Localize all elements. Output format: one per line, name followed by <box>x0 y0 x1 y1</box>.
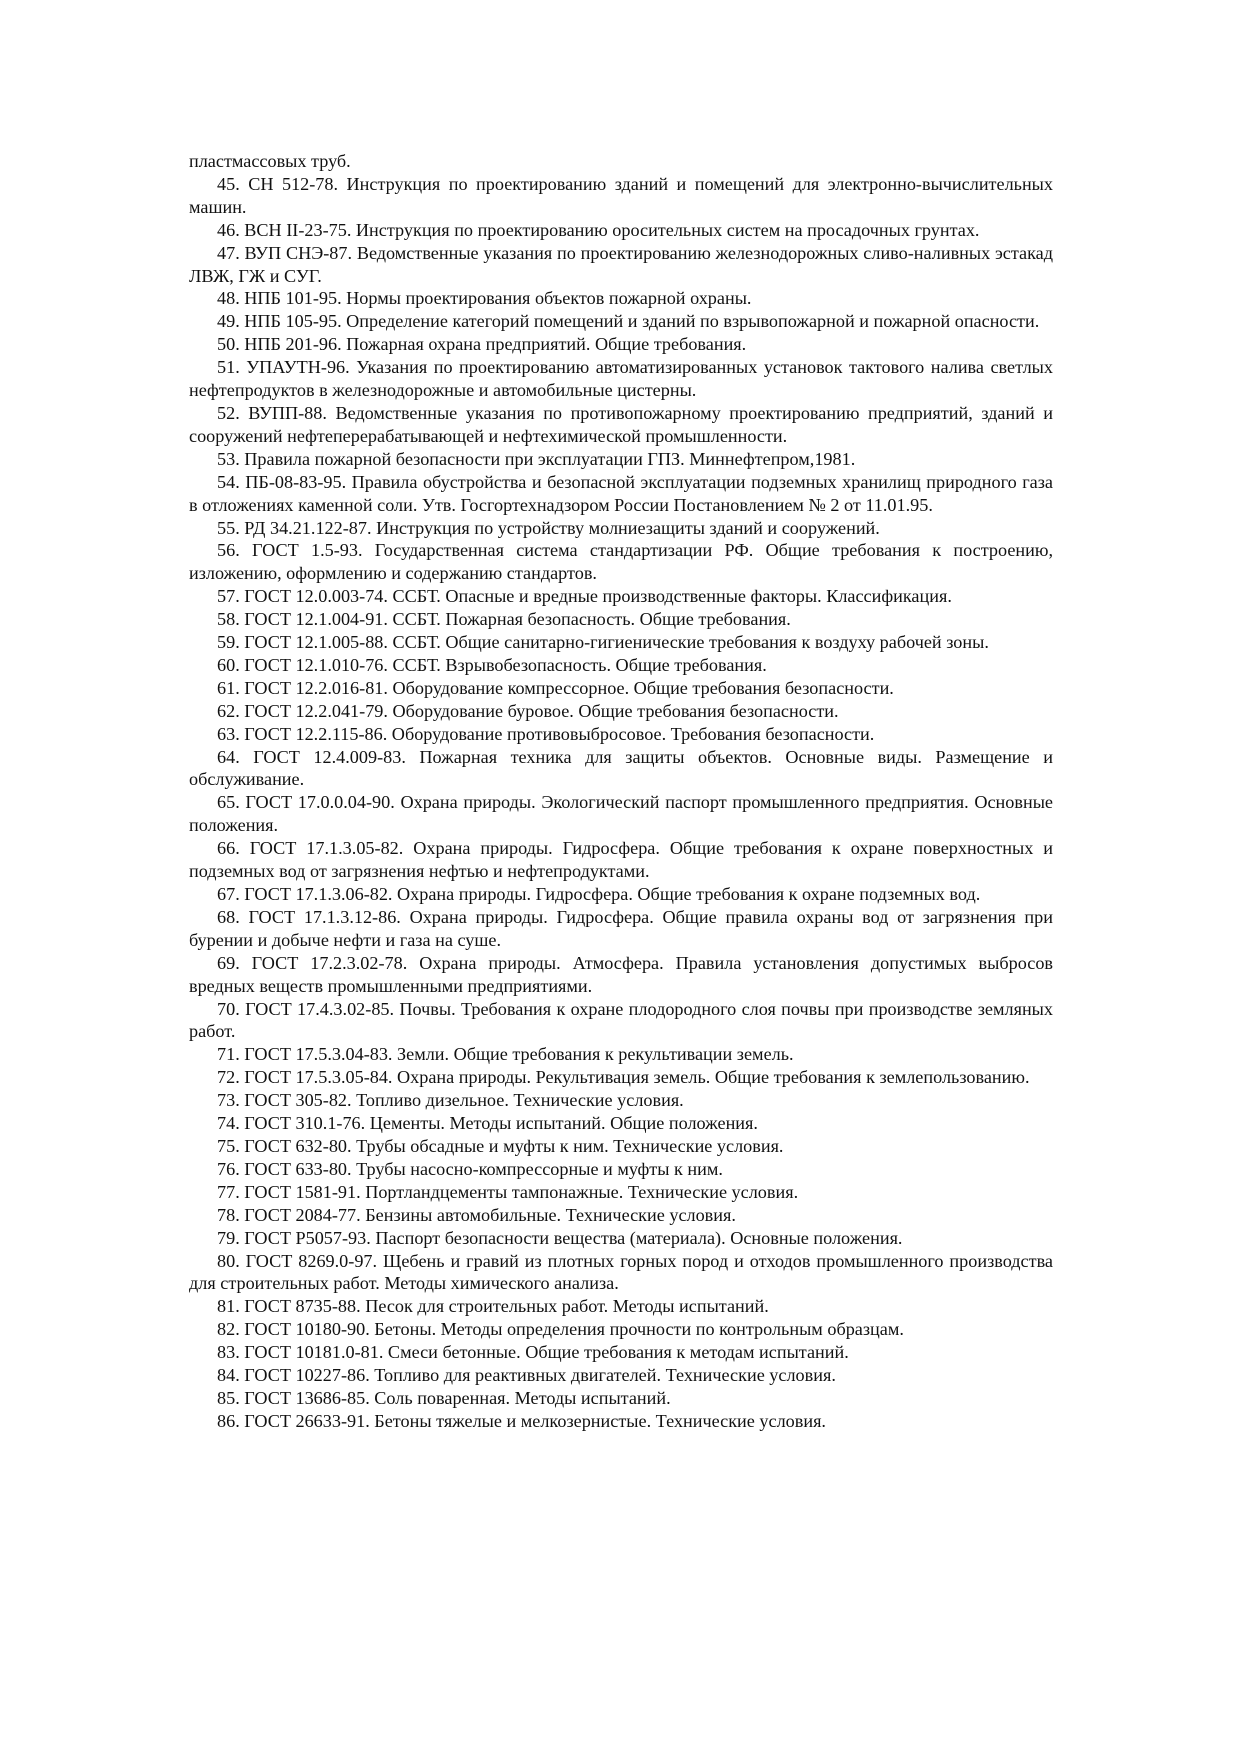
list-item: 58. ГОСТ 12.1.004-91. ССБТ. Пожарная безопасность. Общие требования. <box>217 609 791 630</box>
list-item: 70. ГОСТ 17.4.3.02-85. Почвы. Требования к охране плодородного слоя почвы при производстве земляных работ. <box>189 998 1053 1042</box>
list-item: 69. ГОСТ 17.2.3.02-78. Охрана природы. Атмосфера. Правила установления допустимых выбросов вредных веществ промышленными предприятиями. <box>189 952 1053 996</box>
list-item: 83. ГОСТ 10181.0-81. Смеси бетонные. Общие требования к методам испытаний. <box>217 1342 849 1363</box>
list-item: 60. ГОСТ 12.1.010-76. ССБТ. Взрывобезопасность. Общие требования. <box>217 654 767 675</box>
document-page <box>189 150 1053 1433</box>
list-item: 52. ВУПП-88. Ведомственные указания по противопожарному проектированию предприятий, зданий и сооружений нефтеперерабатывающей и нефтехимической промышленности. <box>189 402 1053 446</box>
list-item: 50. НПБ 201-96. Пожарная охрана предприятий. Общие требования. <box>217 334 747 355</box>
list-item: 61. ГОСТ 12.2.016-81. Оборудование компрессорное. Общие требования безопасности. <box>217 677 894 698</box>
list-item: 51. УПАУТН-96. Указания по проектированию автоматизированных установок тактового налива светлых нефтепродуктов в железнодорожные и автомобильные цистерны. <box>189 357 1053 401</box>
list-item: 53. Правила пожарной безопасности при эксплуатации ГПЗ. Миннефтепром,1981. <box>217 448 856 469</box>
list-item: 74. ГОСТ 310.1-76. Цементы. Методы испытаний. Общие положения. <box>217 1113 758 1134</box>
list-item: 57. ГОСТ 12.0.003-74. ССБТ. Опасные и вредные производственные факторы. Классификация. <box>217 586 952 607</box>
list-item: 85. ГОСТ 13686-85. Соль поваренная. Методы испытаний. <box>217 1387 671 1408</box>
list-item: 68. ГОСТ 17.1.3.12-86. Охрана природы. Гидросфера. Общие правила охраны вод от загрязнения при бурении и добыче нефти и газа на суше. <box>189 906 1053 950</box>
list-item: 55. РД 34.21.122-87. Инструкция по устройству молниезащиты зданий и сооружений. <box>217 517 880 538</box>
list-item: 46. ВСН II-23-75. Инструкция по проектированию оросительных систем на просадочных грунтах. <box>217 219 980 240</box>
list-item: 71. ГОСТ 17.5.3.04-83. Земли. Общие требования к рекультивации земель. <box>217 1044 794 1065</box>
list-item: 78. ГОСТ 2084-77. Бензины автомобильные. Технические условия. <box>217 1204 736 1225</box>
list-item: 75. ГОСТ 632-80. Трубы обсадные и муфты к ним. Технические условия. <box>217 1135 784 1156</box>
list-item: 79. ГОСТ Р5057-93. Паспорт безопасности вещества (материала). Основные положения. <box>217 1227 903 1248</box>
list-item: 80. ГОСТ 8269.0-97. Щебень и гравий из плотных горных пород и отходов промышленного производства для строительных работ. Методы химического анализа. <box>189 1250 1053 1294</box>
list-item: 56. ГОСТ 1.5-93. Государственная система стандартизации РФ. Общие требования к построению, изложению, оформлению и содержанию стандартов. <box>189 540 1053 584</box>
list-item: 47. ВУП СНЭ-87. Ведомственные указания по проектированию железнодорожных сливо-наливных эстакад ЛВЖ, ГЖ и СУГ. <box>189 242 1053 286</box>
list-item: 76. ГОСТ 633-80. Трубы насосно-компрессорные и муфты к ним. <box>217 1158 723 1179</box>
list-item: 62. ГОСТ 12.2.041-79. Оборудование буровое. Общие требования безопасности. <box>217 700 839 721</box>
list-item: 64. ГОСТ 12.4.009-83. Пожарная техника для защиты объектов. Основные виды. Размещение и обслуживание. <box>189 746 1053 790</box>
list-item: 72. ГОСТ 17.5.3.05-84. Охрана природы. Рекультивация земель. Общие требования к землепользованию. <box>217 1067 1030 1088</box>
list-item: 81. ГОСТ 8735-88. Песок для строительных работ. Методы испытаний. <box>217 1296 769 1317</box>
list-item: 67. ГОСТ 17.1.3.06-82. Охрана природы. Гидросфера. Общие требования к охране подземных вод. <box>217 884 981 904</box>
list-item: 59. ГОСТ 12.1.005-88. ССБТ. Общие санитарно-гигиенические требования к воздуху рабочей зоны. <box>217 632 989 653</box>
list-item: 82. ГОСТ 10180-90. Бетоны. Методы определения прочности по контрольным образцам. <box>217 1319 904 1340</box>
list-item: 66. ГОСТ 17.1.3.05-82. Охрана природы. Гидросфера. Общие требования к охране поверхностных и подземных вод от загрязнения нефтью и нефтепродуктами. <box>189 838 1053 882</box>
list-item: 77. ГОСТ 1581-91. Портландцементы тампонажные. Технические условия. <box>217 1181 799 1202</box>
list-item: 45. СН 512-78. Инструкция по проектированию зданий и помещений для электронно-вычислительных машин. <box>189 173 1053 217</box>
list-item: 49. НПБ 105-95. Определение категорий помещений и зданий по взрывопожарной и пожарной опасности. <box>217 311 1040 332</box>
list-item: 65. ГОСТ 17.0.0.04-90. Охрана природы. Экологический паспорт промышленного предприятия. Основные положения. <box>189 792 1053 836</box>
list-item: 54. ПБ-08-83-95. Правила обустройства и безопасной эксплуатации подземных хранилищ природного газа в отложениях каменной соли. Утв. Госгортехнадзором России Постановлением № 2 от 11.01.95. <box>189 471 1053 515</box>
continuation-line: пластмассовых труб. <box>189 151 351 171</box>
list-item: 63. ГОСТ 12.2.115-86. Оборудование противовыбросовое. Требования безопасности. <box>217 723 875 744</box>
list-item: 73. ГОСТ 305-82. Топливо дизельное. Технические условия. <box>217 1090 684 1111</box>
list-item: 86. ГОСТ 26633-91. Бетоны тяжелые и мелкозернистые. Технические условия. <box>217 1410 826 1431</box>
list-item: 84. ГОСТ 10227-86. Топливо для реактивных двигателей. Технические условия. <box>217 1365 836 1386</box>
list-item: 48. НПБ 101-95. Нормы проектирования объектов пожарной охраны. <box>217 288 752 309</box>
